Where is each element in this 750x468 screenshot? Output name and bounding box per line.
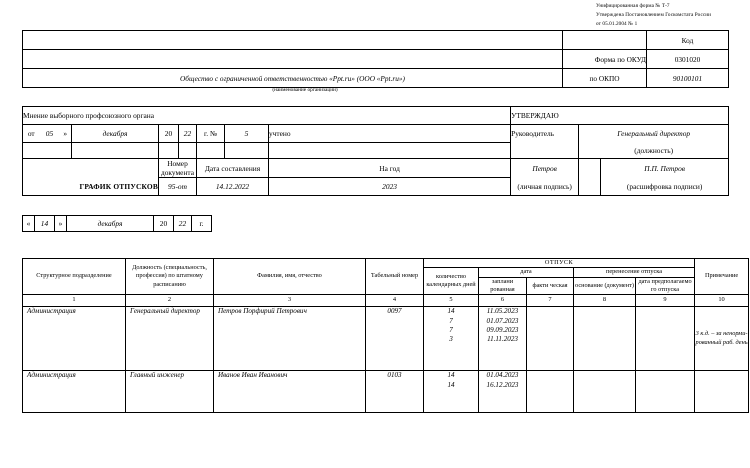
page-title: ГРАФИК ОТПУСКОВ [23, 178, 159, 196]
doc-number-value: 95-от [159, 178, 197, 196]
compose-quote-close: » [55, 216, 67, 232]
planned-date-entry: 11.05.2023 [486, 307, 519, 316]
approval-name-caption: (расшифровка подписи) [601, 178, 729, 196]
form-reference-line2: Утверждена Постановлением Госкомстата России [596, 11, 712, 18]
blank-5 [159, 143, 179, 159]
union-number: 5 [225, 125, 269, 143]
compose-year-label: г. [192, 216, 212, 232]
table-row[interactable] [23, 371, 749, 413]
compose-year-suffix: 22 [174, 216, 192, 232]
header-department: Структурное подразделение [23, 259, 126, 295]
days-entry: 14 [447, 371, 455, 380]
compose-date-cells [23, 216, 212, 232]
okud-row [23, 50, 729, 69]
okud-blank [23, 50, 563, 69]
row-days-list [424, 371, 479, 413]
union-from-label: от [23, 125, 40, 143]
union-blank-row [23, 143, 729, 159]
header-transfer-date: дата предполагаемо го отпуска [636, 277, 695, 295]
approval-blank [511, 143, 579, 159]
approval-title: УТВЕРЖДАЮ [511, 107, 729, 125]
approval-gap-2 [579, 178, 601, 196]
form-reference [596, 2, 750, 29]
col-num-1: 1 [23, 295, 126, 307]
row-planned-list [479, 371, 527, 413]
row-fullname: Петров Порфирий Петрович [214, 307, 366, 371]
col-num-5: 5 [424, 295, 479, 307]
union-title: Мнение выборного профсоюзного органа [23, 107, 511, 125]
blank-8 [225, 143, 269, 159]
row-transfer-date [636, 307, 695, 371]
doc-meta-value-row [23, 178, 729, 196]
vacation-schedule-table [22, 258, 749, 413]
code-empty-cell [23, 31, 563, 50]
blank-7 [197, 143, 225, 159]
approval-signature: Петров [511, 159, 579, 178]
planned-date-entry: 16.12.2023 [486, 380, 519, 389]
approval-signature-caption: (личная подпись) [511, 178, 579, 196]
main-header-row-1 [23, 259, 749, 268]
blank-4 [72, 143, 159, 159]
row-planned-list [479, 307, 527, 371]
row-actual-date [527, 307, 574, 371]
row-personnel-number: 0097 [366, 307, 424, 371]
days-entry: 7 [449, 316, 453, 325]
doc-year-value: 2023 [269, 178, 511, 196]
planned-date-entry: 09.09.2023 [486, 325, 519, 334]
approval-gap [579, 159, 601, 178]
column-number-row [23, 295, 749, 307]
col-num-8: 8 [574, 295, 636, 307]
row-days-list [424, 307, 479, 371]
union-month: декабря [72, 125, 159, 143]
doc-meta-header-row [23, 159, 729, 178]
approval-position-caption: (должность) [579, 143, 729, 159]
table-row[interactable] [23, 307, 749, 371]
col-num-9: 9 [636, 295, 695, 307]
planned-date-entry: 01.04.2023 [486, 371, 519, 380]
code-empty-cell-2 [563, 31, 647, 50]
union-year-suffix: 22 [179, 125, 197, 143]
doc-year-label: На год [269, 159, 511, 178]
days-entry: 7 [449, 325, 453, 334]
doc-number-label: Номер документа [159, 159, 197, 178]
union-title-row [23, 107, 729, 125]
header-days-count: количество календарных дней [424, 268, 479, 295]
days-entry: 14 [447, 380, 455, 389]
code-header-label: Код [647, 31, 729, 50]
code-table [22, 30, 729, 88]
planned-date-entry: 11.11.2023 [487, 335, 518, 344]
union-date-row [23, 125, 729, 143]
organization-caption: (наименование организации) [272, 87, 338, 93]
union-accounted: учтено [269, 125, 511, 143]
approval-name: П.П. Петров [601, 159, 729, 178]
header-date-planned: заплани рованная [479, 277, 527, 295]
union-year-label: г. № [197, 125, 225, 143]
row-actual-date [527, 371, 574, 413]
col-num-6: 6 [479, 295, 527, 307]
header-transfer-basis: основание (документ) [574, 277, 636, 295]
row-transfer-basis [574, 371, 636, 413]
form-reference-line1: Унифицированная форма № Т-7 [596, 3, 670, 9]
planned-date-entry: 01.07.2023 [486, 316, 519, 325]
organization-name: Общество с ограниченной ответственностью «Ppt.ru» (ООО «Ppt.ru») [23, 69, 563, 88]
blank-1 [23, 143, 40, 159]
col-num-4: 4 [366, 295, 424, 307]
compose-quote-open: « [23, 216, 35, 232]
compose-date-row [22, 215, 212, 232]
compose-year-prefix: 20 [154, 216, 174, 232]
okpo-value: 90100101 [647, 69, 729, 88]
col-num-10: 10 [695, 295, 749, 307]
union-approval-table [22, 106, 729, 196]
blank-6 [179, 143, 197, 159]
header-date-actual: факти ческая [527, 277, 574, 295]
header-personnel-number: Табельный номер [366, 259, 424, 295]
header-transfer-group: перенесение отпуска [574, 268, 695, 277]
col-num-7: 7 [527, 295, 574, 307]
days-entry: 3 [449, 335, 453, 344]
code-header-row [23, 31, 729, 50]
col-num-2: 2 [126, 295, 214, 307]
row-fullname: Иванов Иван Иванович [214, 371, 366, 413]
row-note: 3 к.д. – за ненорми- рованный раб. день [695, 307, 749, 371]
compose-month: декабря [67, 216, 154, 232]
col-num-3: 3 [214, 295, 366, 307]
header-date-group: дата [479, 268, 574, 277]
blank-9 [269, 143, 511, 159]
doc-date-value: 14.12.2022 [197, 178, 269, 196]
blank-3 [60, 143, 72, 159]
row-personnel-number: 0103 [366, 371, 424, 413]
header-fullname: Фамилия, имя, отчество [214, 259, 366, 295]
blank-2 [40, 143, 60, 159]
form-reference-line3: от 05.01.2004 № 1 [596, 20, 638, 27]
row-transfer-date [636, 371, 695, 413]
union-quote-close: » [60, 125, 72, 143]
days-entry: 14 [447, 307, 455, 316]
okpo-row [23, 69, 729, 88]
approval-position: Генеральный директор [579, 125, 729, 143]
header-position: Должность (специальность, профессия) по штатному расписанию [126, 259, 214, 295]
row-department: Администрация [23, 307, 126, 371]
okud-label: Форма по ОКУД [563, 50, 647, 69]
row-transfer-basis [574, 307, 636, 371]
row-position: Генеральный директор [126, 307, 214, 371]
okpo-label: по ОКПО [563, 69, 647, 88]
compose-day: 14 [35, 216, 55, 232]
union-day: 05 [40, 125, 60, 143]
header-note: Примечание [695, 259, 749, 295]
doc-title-blank [23, 159, 159, 178]
union-year-prefix: 20 [159, 125, 179, 143]
row-department: Администрация [23, 371, 126, 413]
row-position: Главный инженер [126, 371, 214, 413]
okud-value: 0301020 [647, 50, 729, 69]
doc-date-label: Дата составления [197, 159, 269, 178]
approval-head-label: Руководитель [511, 125, 579, 143]
row-note [695, 371, 749, 413]
header-vacation-group: ОТПУСК [424, 259, 695, 268]
